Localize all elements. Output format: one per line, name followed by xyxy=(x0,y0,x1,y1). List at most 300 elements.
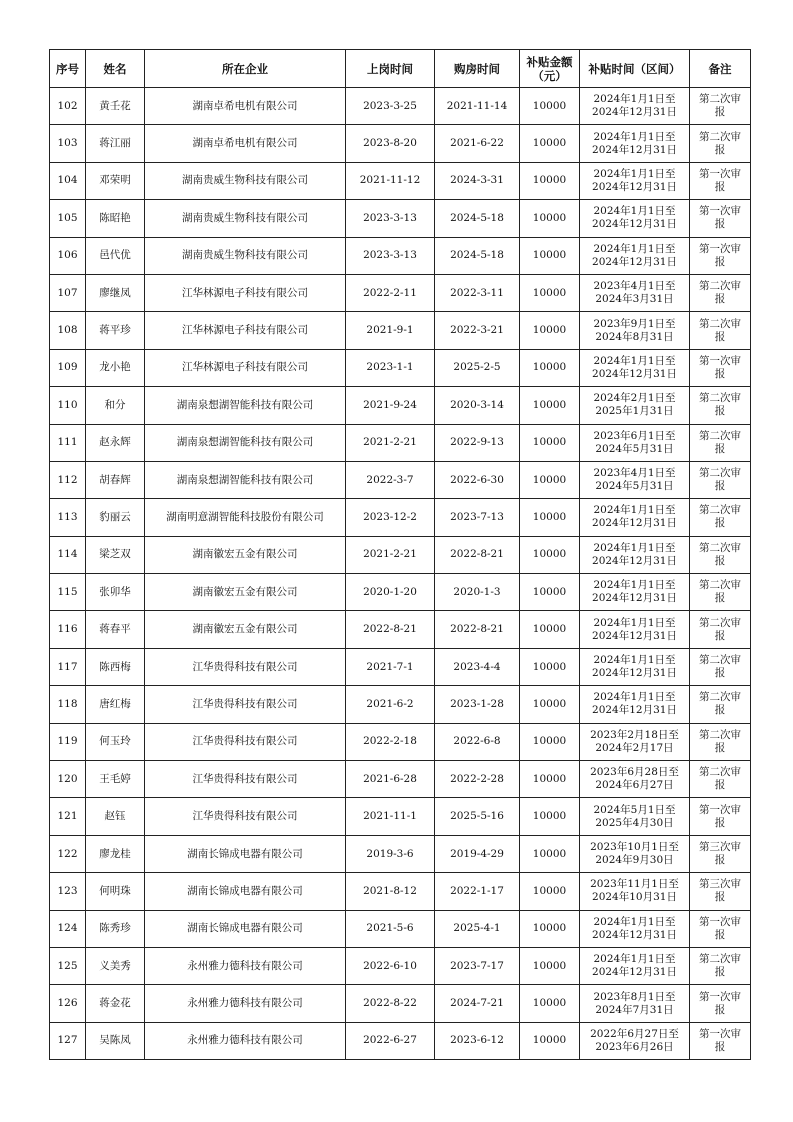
cell-note-line: 报 xyxy=(714,779,726,792)
cell-seq: 109 xyxy=(50,349,86,386)
table-row xyxy=(50,798,751,835)
cell-start-date: 2022-2-18 xyxy=(346,723,435,760)
cell-house-date: 2024-3-31 xyxy=(435,162,520,199)
cell-amount: 10000 xyxy=(520,723,580,760)
cell-name: 梁芝双 xyxy=(86,536,145,573)
cell-company: 湖南卓希电机有限公司 xyxy=(145,88,346,125)
cell-seq: 119 xyxy=(50,723,86,760)
cell-name: 陈昭艳 xyxy=(86,200,145,237)
header-company: 所在企业 xyxy=(145,50,346,88)
cell-start-date: 2021-11-12 xyxy=(346,162,435,199)
cell-note-line: 报 xyxy=(714,1040,726,1053)
cell-company: 永州雅力德科技有限公司 xyxy=(145,1022,346,1059)
cell-period-line: 2024年12月31日 xyxy=(592,180,677,193)
cell-amount: 10000 xyxy=(520,461,580,498)
cell-period-line: 2024年12月31日 xyxy=(592,592,677,605)
cell-house-date: 2022-8-21 xyxy=(435,536,520,573)
cell-seq: 123 xyxy=(50,873,86,910)
cell-note-line: 第三次审 xyxy=(699,878,741,891)
cell-note-line: 第二次审 xyxy=(699,392,741,405)
cell-period-line: 2024年12月31日 xyxy=(592,928,677,941)
cell-note-line: 第一次审 xyxy=(699,915,741,928)
cell-house-date: 2025-4-1 xyxy=(435,910,520,947)
cell-period xyxy=(580,910,690,947)
table-row xyxy=(50,761,751,798)
cell-note-line: 第一次审 xyxy=(699,803,741,816)
cell-period-line: 2024年12月31日 xyxy=(592,367,677,380)
cell-note-line: 报 xyxy=(714,629,726,642)
cell-note-line: 第二次审 xyxy=(699,93,741,106)
cell-note-line: 报 xyxy=(714,816,726,829)
cell-period-line: 2024年2月17日 xyxy=(595,741,674,754)
cell-house-date: 2020-3-14 xyxy=(435,387,520,424)
cell-period-line: 2024年7月31日 xyxy=(595,1003,674,1016)
cell-seq: 106 xyxy=(50,237,86,274)
cell-period-line: 2024年1月1日至 xyxy=(593,616,676,629)
cell-name: 和分 xyxy=(86,387,145,424)
header-name: 姓名 xyxy=(86,50,145,88)
cell-period-line: 2024年6月27日 xyxy=(595,779,674,792)
cell-note-line: 第二次审 xyxy=(699,766,741,779)
cell-house-date: 2022-1-17 xyxy=(435,873,520,910)
cell-period-line: 2025年1月31日 xyxy=(595,405,674,418)
cell-amount: 10000 xyxy=(520,1022,580,1059)
cell-period xyxy=(580,237,690,274)
cell-note xyxy=(690,947,751,984)
cell-company: 湖南泉想湖智能科技有限公司 xyxy=(145,387,346,424)
cell-note xyxy=(690,125,751,162)
cell-note-line: 第二次审 xyxy=(699,541,741,554)
cell-period-line: 2024年5月31日 xyxy=(595,480,674,493)
cell-start-date: 2021-5-6 xyxy=(346,910,435,947)
cell-note-line: 第一次审 xyxy=(699,990,741,1003)
table-row xyxy=(50,723,751,760)
cell-name: 吴陈凤 xyxy=(86,1022,145,1059)
cell-period-line: 2024年1月1日至 xyxy=(593,541,676,554)
cell-seq: 117 xyxy=(50,648,86,685)
header-note: 备注 xyxy=(690,50,751,88)
cell-start-date: 2023-3-25 xyxy=(346,88,435,125)
cell-amount: 10000 xyxy=(520,648,580,685)
cell-company: 湖南徽宏五金有限公司 xyxy=(145,536,346,573)
cell-house-date: 2023-7-17 xyxy=(435,947,520,984)
table-row xyxy=(50,648,751,685)
table-row xyxy=(50,387,751,424)
cell-period-line: 2024年1月1日至 xyxy=(593,504,676,517)
cell-company: 湖南贵威生物科技有限公司 xyxy=(145,200,346,237)
cell-period xyxy=(580,162,690,199)
cell-period xyxy=(580,349,690,386)
cell-note xyxy=(690,349,751,386)
table-row xyxy=(50,835,751,872)
cell-period-line: 2023年10月1日至 xyxy=(590,841,679,853)
table-row xyxy=(50,162,751,199)
cell-period-line: 2023年6月1日至 xyxy=(593,429,676,442)
cell-company: 湖南贵威生物科技有限公司 xyxy=(145,237,346,274)
cell-period xyxy=(580,424,690,461)
cell-company: 江华贵得科技有限公司 xyxy=(145,761,346,798)
cell-note xyxy=(690,873,751,910)
cell-start-date: 2023-8-20 xyxy=(346,125,435,162)
cell-seq: 120 xyxy=(50,761,86,798)
cell-start-date: 2021-11-1 xyxy=(346,798,435,835)
cell-note-line: 报 xyxy=(714,480,726,493)
cell-note-line: 第二次审 xyxy=(699,616,741,629)
cell-house-date: 2025-2-5 xyxy=(435,349,520,386)
cell-period-line: 2023年4月1日至 xyxy=(593,280,676,293)
cell-seq: 107 xyxy=(50,274,86,311)
table-row xyxy=(50,312,751,349)
cell-seq: 126 xyxy=(50,985,86,1022)
table-row xyxy=(50,574,751,611)
cell-period-line: 2024年12月31日 xyxy=(592,143,677,156)
cell-start-date: 2021-9-1 xyxy=(346,312,435,349)
cell-period-line: 2024年1月1日至 xyxy=(593,953,676,966)
cell-period-line: 2023年6月26日 xyxy=(595,1040,674,1053)
cell-amount: 10000 xyxy=(520,274,580,311)
cell-company: 湖南泉想湖智能科技有限公司 xyxy=(145,424,346,461)
cell-note-line: 报 xyxy=(714,405,726,418)
cell-house-date: 2024-5-18 xyxy=(435,237,520,274)
cell-name: 陈西梅 xyxy=(86,648,145,685)
cell-house-date: 2022-3-11 xyxy=(435,274,520,311)
cell-period-line: 2024年1月1日至 xyxy=(593,691,676,704)
cell-period-line: 2024年10月31日 xyxy=(592,891,677,904)
cell-start-date: 2021-2-21 xyxy=(346,424,435,461)
table-row xyxy=(50,611,751,648)
header-amount xyxy=(520,50,580,88)
cell-note-line: 报 xyxy=(714,592,726,605)
cell-period xyxy=(580,985,690,1022)
cell-company: 湖南徽宏五金有限公司 xyxy=(145,611,346,648)
cell-note-line: 报 xyxy=(714,180,726,193)
cell-amount: 10000 xyxy=(520,387,580,424)
cell-period-line: 2023年8月1日至 xyxy=(593,990,676,1003)
table-row xyxy=(50,237,751,274)
cell-seq: 121 xyxy=(50,798,86,835)
cell-period-line: 2024年3月31日 xyxy=(595,293,674,306)
cell-company: 永州雅力德科技有限公司 xyxy=(145,947,346,984)
cell-note xyxy=(690,761,751,798)
cell-start-date: 2022-6-27 xyxy=(346,1022,435,1059)
cell-period-line: 2025年4月30日 xyxy=(595,816,674,829)
cell-seq: 111 xyxy=(50,424,86,461)
cell-note-line: 报 xyxy=(714,928,726,941)
table-row xyxy=(50,947,751,984)
cell-seq: 102 xyxy=(50,88,86,125)
cell-name: 唐红梅 xyxy=(86,686,145,723)
cell-note-line: 报 xyxy=(714,667,726,680)
cell-amount: 10000 xyxy=(520,125,580,162)
table-row xyxy=(50,985,751,1022)
cell-note-line: 第二次审 xyxy=(699,280,741,293)
cell-company: 江华贵得科技有限公司 xyxy=(145,686,346,723)
cell-period-line: 2024年1月1日至 xyxy=(593,579,676,592)
cell-start-date: 2022-8-21 xyxy=(346,611,435,648)
cell-note-line: 报 xyxy=(714,704,726,717)
cell-note-line: 报 xyxy=(714,741,726,754)
cell-period-line: 2024年8月31日 xyxy=(595,330,674,343)
cell-note xyxy=(690,648,751,685)
cell-period xyxy=(580,274,690,311)
cell-amount: 10000 xyxy=(520,985,580,1022)
cell-note-line: 第一次审 xyxy=(699,354,741,367)
cell-note-line: 第二次审 xyxy=(699,130,741,143)
cell-name: 蒋江丽 xyxy=(86,125,145,162)
cell-period xyxy=(580,648,690,685)
cell-note-line: 报 xyxy=(714,554,726,567)
cell-period xyxy=(580,499,690,536)
cell-period xyxy=(580,611,690,648)
cell-period-line: 2022年6月27日至 xyxy=(590,1027,679,1040)
cell-period xyxy=(580,947,690,984)
cell-note-line: 报 xyxy=(714,517,726,530)
cell-period-line: 2024年12月31日 xyxy=(592,667,677,680)
cell-note-line: 第二次审 xyxy=(699,579,741,592)
cell-house-date: 2023-4-4 xyxy=(435,648,520,685)
cell-company: 湖南明意湖智能科技股份有限公司 xyxy=(145,499,346,536)
cell-note-line: 报 xyxy=(714,854,726,866)
cell-house-date: 2025-5-16 xyxy=(435,798,520,835)
cell-note-line: 第一次审 xyxy=(699,1027,741,1040)
cell-house-date: 2020-1-3 xyxy=(435,574,520,611)
cell-name: 赵钰 xyxy=(86,798,145,835)
cell-period-line: 2024年12月31日 xyxy=(592,704,677,717)
table-row xyxy=(50,910,751,947)
cell-company: 湖南贵威生物科技有限公司 xyxy=(145,162,346,199)
cell-note xyxy=(690,499,751,536)
cell-start-date: 2022-3-7 xyxy=(346,461,435,498)
cell-period-line: 2024年1月1日至 xyxy=(593,93,676,106)
cell-name: 胡春辉 xyxy=(86,461,145,498)
table-row xyxy=(50,686,751,723)
cell-start-date: 2022-2-11 xyxy=(346,274,435,311)
subsidy-table xyxy=(49,49,751,1060)
cell-company: 湖南徽宏五金有限公司 xyxy=(145,574,346,611)
cell-period xyxy=(580,125,690,162)
cell-name: 赵永辉 xyxy=(86,424,145,461)
cell-note xyxy=(690,536,751,573)
cell-amount: 10000 xyxy=(520,88,580,125)
cell-name: 豹丽云 xyxy=(86,499,145,536)
cell-note-line: 报 xyxy=(714,442,726,455)
cell-start-date: 2023-3-13 xyxy=(346,237,435,274)
cell-amount: 10000 xyxy=(520,910,580,947)
cell-start-date: 2021-6-28 xyxy=(346,761,435,798)
cell-house-date: 2022-2-28 xyxy=(435,761,520,798)
cell-name: 廖龙桂 xyxy=(86,835,145,872)
header-house-date: 购房时间 xyxy=(435,50,520,88)
cell-name: 蒋金花 xyxy=(86,985,145,1022)
cell-house-date: 2021-6-22 xyxy=(435,125,520,162)
cell-period-line: 2024年1月1日至 xyxy=(593,205,676,218)
cell-period-line: 2024年1月1日至 xyxy=(593,130,676,143)
cell-note xyxy=(690,574,751,611)
cell-amount: 10000 xyxy=(520,536,580,573)
cell-note-line: 第二次审 xyxy=(699,728,741,741)
cell-start-date: 2021-2-21 xyxy=(346,536,435,573)
cell-note-line: 第一次审 xyxy=(699,205,741,218)
cell-start-date: 2023-12-2 xyxy=(346,499,435,536)
table-row xyxy=(50,461,751,498)
cell-period xyxy=(580,536,690,573)
cell-note xyxy=(690,461,751,498)
cell-company: 江华林源电子科技有限公司 xyxy=(145,274,346,311)
cell-name: 王毛婷 xyxy=(86,761,145,798)
cell-company: 江华林源电子科技有限公司 xyxy=(145,312,346,349)
cell-note xyxy=(690,424,751,461)
cell-amount: 10000 xyxy=(520,349,580,386)
cell-note xyxy=(690,835,751,872)
cell-house-date: 2019-4-29 xyxy=(435,835,520,872)
cell-name: 蒋平珍 xyxy=(86,312,145,349)
cell-amount: 10000 xyxy=(520,312,580,349)
cell-start-date: 2021-8-12 xyxy=(346,873,435,910)
cell-note xyxy=(690,88,751,125)
cell-seq: 122 xyxy=(50,835,86,872)
cell-note-line: 报 xyxy=(714,1003,726,1016)
cell-house-date: 2022-6-30 xyxy=(435,461,520,498)
cell-note-line: 第一次审 xyxy=(699,167,741,180)
table-row xyxy=(50,88,751,125)
cell-name: 义美秀 xyxy=(86,947,145,984)
header-seq: 序号 xyxy=(50,50,86,88)
cell-period-line: 2024年12月31日 xyxy=(592,517,677,530)
table-header-row xyxy=(50,50,751,88)
cell-amount: 10000 xyxy=(520,686,580,723)
cell-note-line: 第二次审 xyxy=(699,467,741,480)
cell-note-line: 第三次审 xyxy=(699,841,741,853)
cell-note xyxy=(690,798,751,835)
cell-note xyxy=(690,274,751,311)
cell-start-date: 2022-8-22 xyxy=(346,985,435,1022)
cell-start-date: 2021-9-24 xyxy=(346,387,435,424)
cell-note-line: 第一次审 xyxy=(699,242,741,255)
cell-period-line: 2024年12月31日 xyxy=(592,255,677,268)
table-row xyxy=(50,274,751,311)
cell-amount: 10000 xyxy=(520,237,580,274)
cell-company: 江华林源电子科技有限公司 xyxy=(145,349,346,386)
cell-note xyxy=(690,162,751,199)
cell-seq: 105 xyxy=(50,200,86,237)
cell-company: 湖南长锦成电器有限公司 xyxy=(145,835,346,872)
cell-house-date: 2023-7-13 xyxy=(435,499,520,536)
cell-note-line: 报 xyxy=(714,255,726,268)
cell-name: 陈秀珍 xyxy=(86,910,145,947)
cell-period-line: 2024年1月1日至 xyxy=(593,167,676,180)
cell-house-date: 2024-5-18 xyxy=(435,200,520,237)
cell-period-line: 2024年1月1日至 xyxy=(593,915,676,928)
cell-start-date: 2023-3-13 xyxy=(346,200,435,237)
cell-seq: 116 xyxy=(50,611,86,648)
cell-period xyxy=(580,461,690,498)
cell-amount: 10000 xyxy=(520,499,580,536)
cell-start-date: 2019-3-6 xyxy=(346,835,435,872)
table-row xyxy=(50,349,751,386)
cell-start-date: 2023-1-1 xyxy=(346,349,435,386)
cell-name: 龙小艳 xyxy=(86,349,145,386)
header-start-date: 上岗时间 xyxy=(346,50,435,88)
cell-seq: 112 xyxy=(50,461,86,498)
cell-seq: 118 xyxy=(50,686,86,723)
cell-period-line: 2024年1月1日至 xyxy=(593,654,676,667)
table-row xyxy=(50,1022,751,1059)
cell-house-date: 2022-6-8 xyxy=(435,723,520,760)
cell-note xyxy=(690,686,751,723)
table-row xyxy=(50,536,751,573)
cell-period-line: 2024年1月1日至 xyxy=(593,354,676,367)
cell-seq: 125 xyxy=(50,947,86,984)
cell-amount: 10000 xyxy=(520,162,580,199)
cell-period-line: 2024年5月1日至 xyxy=(593,803,676,816)
cell-name: 邓荣明 xyxy=(86,162,145,199)
cell-note xyxy=(690,611,751,648)
cell-company: 湖南泉想湖智能科技有限公司 xyxy=(145,461,346,498)
cell-amount: 10000 xyxy=(520,835,580,872)
cell-name: 邑代优 xyxy=(86,237,145,274)
cell-period xyxy=(580,312,690,349)
cell-note-line: 报 xyxy=(714,891,726,904)
cell-seq: 127 xyxy=(50,1022,86,1059)
cell-amount: 10000 xyxy=(520,574,580,611)
table-row xyxy=(50,200,751,237)
cell-note-line: 第二次审 xyxy=(699,654,741,667)
cell-note xyxy=(690,387,751,424)
cell-house-date: 2023-1-28 xyxy=(435,686,520,723)
cell-company: 永州雅力德科技有限公司 xyxy=(145,985,346,1022)
cell-note-line: 报 xyxy=(714,966,726,979)
cell-note-line: 报 xyxy=(714,330,726,343)
cell-note xyxy=(690,1022,751,1059)
cell-seq: 103 xyxy=(50,125,86,162)
cell-note-line: 第二次审 xyxy=(699,691,741,704)
table-row xyxy=(50,873,751,910)
cell-period xyxy=(580,835,690,872)
cell-start-date: 2021-7-1 xyxy=(346,648,435,685)
cell-amount: 10000 xyxy=(520,873,580,910)
cell-amount: 10000 xyxy=(520,200,580,237)
cell-period-line: 2024年5月31日 xyxy=(595,442,674,455)
cell-company: 湖南长锦成电器有限公司 xyxy=(145,910,346,947)
cell-note xyxy=(690,910,751,947)
table-row xyxy=(50,424,751,461)
cell-name: 蒋春平 xyxy=(86,611,145,648)
cell-company: 江华贵得科技有限公司 xyxy=(145,798,346,835)
cell-period xyxy=(580,873,690,910)
cell-name: 张卯华 xyxy=(86,574,145,611)
cell-start-date: 2020-1-20 xyxy=(346,574,435,611)
cell-period xyxy=(580,1022,690,1059)
cell-period-line: 2024年12月31日 xyxy=(592,966,677,979)
table-row xyxy=(50,125,751,162)
cell-period xyxy=(580,798,690,835)
cell-house-date: 2023-6-12 xyxy=(435,1022,520,1059)
cell-note-line: 第二次审 xyxy=(699,504,741,517)
cell-period-line: 2024年12月31日 xyxy=(592,218,677,231)
cell-period-line: 2024年12月31日 xyxy=(592,554,677,567)
cell-house-date: 2022-3-21 xyxy=(435,312,520,349)
cell-period-line: 2023年9月1日至 xyxy=(593,317,676,330)
cell-period-line: 2023年6月28日至 xyxy=(590,766,679,779)
cell-period-line: 2024年12月31日 xyxy=(592,106,677,119)
cell-period xyxy=(580,200,690,237)
cell-period-line: 2024年2月1日至 xyxy=(593,392,676,405)
cell-note-line: 报 xyxy=(714,143,726,156)
cell-company: 湖南长锦成电器有限公司 xyxy=(145,873,346,910)
cell-note-line: 第二次审 xyxy=(699,429,741,442)
cell-note xyxy=(690,312,751,349)
header-amount-line1: 补贴金额 xyxy=(526,54,573,69)
